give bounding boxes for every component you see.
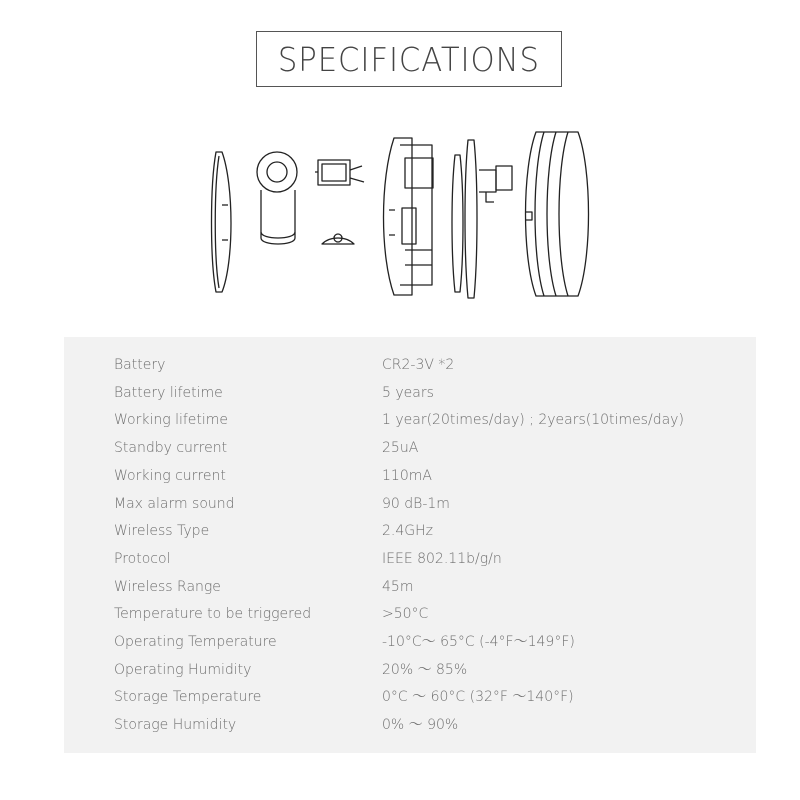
spec-row bbox=[64, 492, 756, 516]
front-cover-part bbox=[212, 152, 232, 292]
spec-label: Battery bbox=[114, 357, 166, 373]
spec-value: CR2-3V *2 bbox=[382, 357, 455, 373]
exploded-view-illustration bbox=[200, 125, 600, 305]
spec-row bbox=[64, 464, 756, 488]
spec-value: >50°C bbox=[382, 606, 429, 623]
spec-label: Storage Temperature bbox=[114, 689, 262, 706]
spec-value: 0°C ～ 60°C (32°F ～140°F) bbox=[382, 689, 574, 706]
spec-label: Protocol bbox=[114, 550, 171, 567]
spec-label: Max alarm sound bbox=[114, 495, 235, 512]
spec-label: Standby current bbox=[114, 440, 228, 457]
spec-value: 90 dB-1m bbox=[382, 495, 450, 512]
back-base-part bbox=[526, 132, 589, 296]
spec-row bbox=[64, 547, 756, 571]
spec-row bbox=[64, 408, 756, 432]
spec-value: 2.4GHz bbox=[382, 523, 433, 540]
spec-row bbox=[64, 685, 756, 709]
spec-label: Temperature to be triggered bbox=[114, 606, 312, 623]
led-part bbox=[322, 234, 354, 244]
spec-value: 25uA bbox=[382, 440, 419, 457]
spec-label: Operating Temperature bbox=[114, 634, 277, 650]
spec-value: 0% ～ 90% bbox=[382, 717, 459, 734]
spec-row bbox=[64, 575, 756, 599]
spec-row bbox=[64, 519, 756, 543]
spec-value: 1 year(20times/day) ; 2years(10times/day) bbox=[382, 412, 684, 429]
spec-label: Working lifetime bbox=[114, 412, 229, 429]
spec-row bbox=[64, 602, 756, 626]
spec-row bbox=[64, 436, 756, 460]
spec-value: IEEE 802.11b/g/n bbox=[382, 550, 502, 567]
spec-value: 110mA bbox=[382, 467, 432, 484]
spec-label: Battery lifetime bbox=[114, 384, 223, 401]
pcb-part bbox=[452, 140, 512, 298]
spec-value: 45m bbox=[382, 578, 414, 595]
specifications-table bbox=[64, 337, 756, 753]
spec-row bbox=[64, 658, 756, 682]
buzzer-part bbox=[257, 152, 297, 244]
spec-label: Storage Humidity bbox=[114, 717, 237, 734]
spec-label: Wireless Type bbox=[114, 523, 210, 540]
spec-value: -10°C～ 65°C (-4°F～149°F) bbox=[382, 634, 575, 650]
battery-clip-part bbox=[315, 160, 364, 185]
spec-label: Operating Humidity bbox=[114, 661, 252, 678]
spec-label: Wireless Range bbox=[114, 578, 221, 595]
spec-value: 5 years bbox=[382, 384, 434, 401]
page-title: SPECIFICATIONS bbox=[277, 39, 541, 79]
spec-value: 20% ～ 85% bbox=[382, 661, 468, 678]
main-housing-part bbox=[384, 138, 434, 295]
spec-row bbox=[64, 713, 756, 737]
spec-row bbox=[64, 630, 756, 654]
spec-row bbox=[64, 381, 756, 405]
spec-row bbox=[64, 353, 756, 377]
spec-label: Working current bbox=[114, 467, 226, 484]
title-box bbox=[256, 31, 562, 87]
